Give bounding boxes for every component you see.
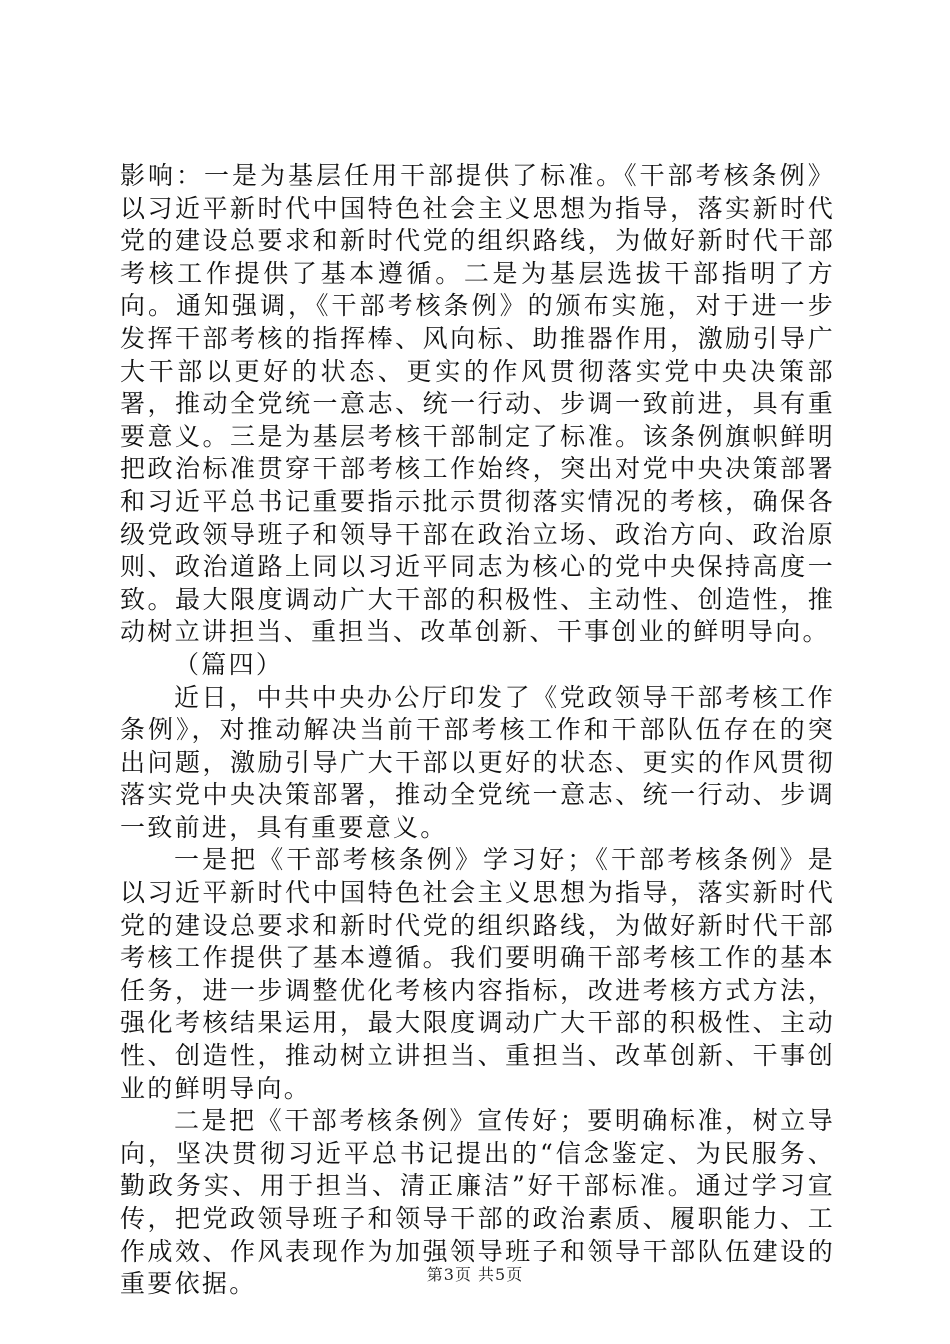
paragraph-point-two: 二是把《干部考核条例》宣传好；要明确标准，树立导向，坚决贯彻习近平总书记提出的“信念鉴定、为民服务、勤政务实、用于担当、清正廉洁”好干部标准。通过学习宣传，把党政领导班子和领导干部的政治素质、履职能力、工作成效、作风表现作为加强领导班子和领导干部队伍建设的重要依据。	[120, 1106, 835, 1299]
paragraph-point-one: 一是把《干部考核条例》学习好；《干部考核条例》是以习近平新时代中国特色社会主义思想为指导，落实新时代党的建设总要求和新时代党的组织路线，为做好新时代干部考核工作提供了基本遵循。我们要明确干部考核工作的基本任务，进一步调整优化考核内容指标，改进考核方式方法，强化考核结果运用，最大限度调动广大干部的积极性、主动性、创造性，推动树立讲担当、重担当、改革创新、干事创业的鲜明导向。	[120, 845, 835, 1103]
paragraph-continuation: 影响：一是为基层任用干部提供了标准。《干部考核条例》以习近平新时代中国特色社会主义思想为指导，落实新时代党的建设总要求和新时代党的组织路线，为做好新时代干部考核工作提供了基本遵循。二是为基层选拔干部指明了方向。通知强调，《干部考核条例》的颁布实施，对于进一步发挥干部考核的指挥棒、风向标、助推器作用，激励引导广大干部以更好的状态、更实的作风贯彻落实党中央决策部署，推动全党统一意志、统一行动、步调一致前进，具有重要意义。三是为基层考核干部制定了标准。该条例旗帜鲜明把政治标准贯穿干部考核工作始终，突出对党中央决策部署和习近平总书记重要指示批示贯彻落实情况的考核，确保各级党政领导班子和领导干部在政治立场、政治方向、政治原则、政治道路上同以习近平同志为核心的党中央保持高度一致。最大限度调动广大干部的积极性、主动性、创造性，推动树立讲担当、重担当、改革创新、干事创业的鲜明导向。	[120, 161, 835, 647]
section-heading-part-four: （篇四）	[174, 649, 284, 679]
page-number-footer: 第3页 共5页	[426, 1265, 524, 1284]
document-body	[120, 160, 835, 1301]
paragraph-intro: 近日，中共中央办公厅印发了《党政领导干部考核工作条例》，对推动解决当前干部考核工作和干部队伍存在的突出问题，激励引导广大干部以更好的状态、更实的作风贯彻落实党中央决策部署，推动全党统一意志、统一行动、步调一致前进，具有重要意义。	[120, 682, 835, 842]
